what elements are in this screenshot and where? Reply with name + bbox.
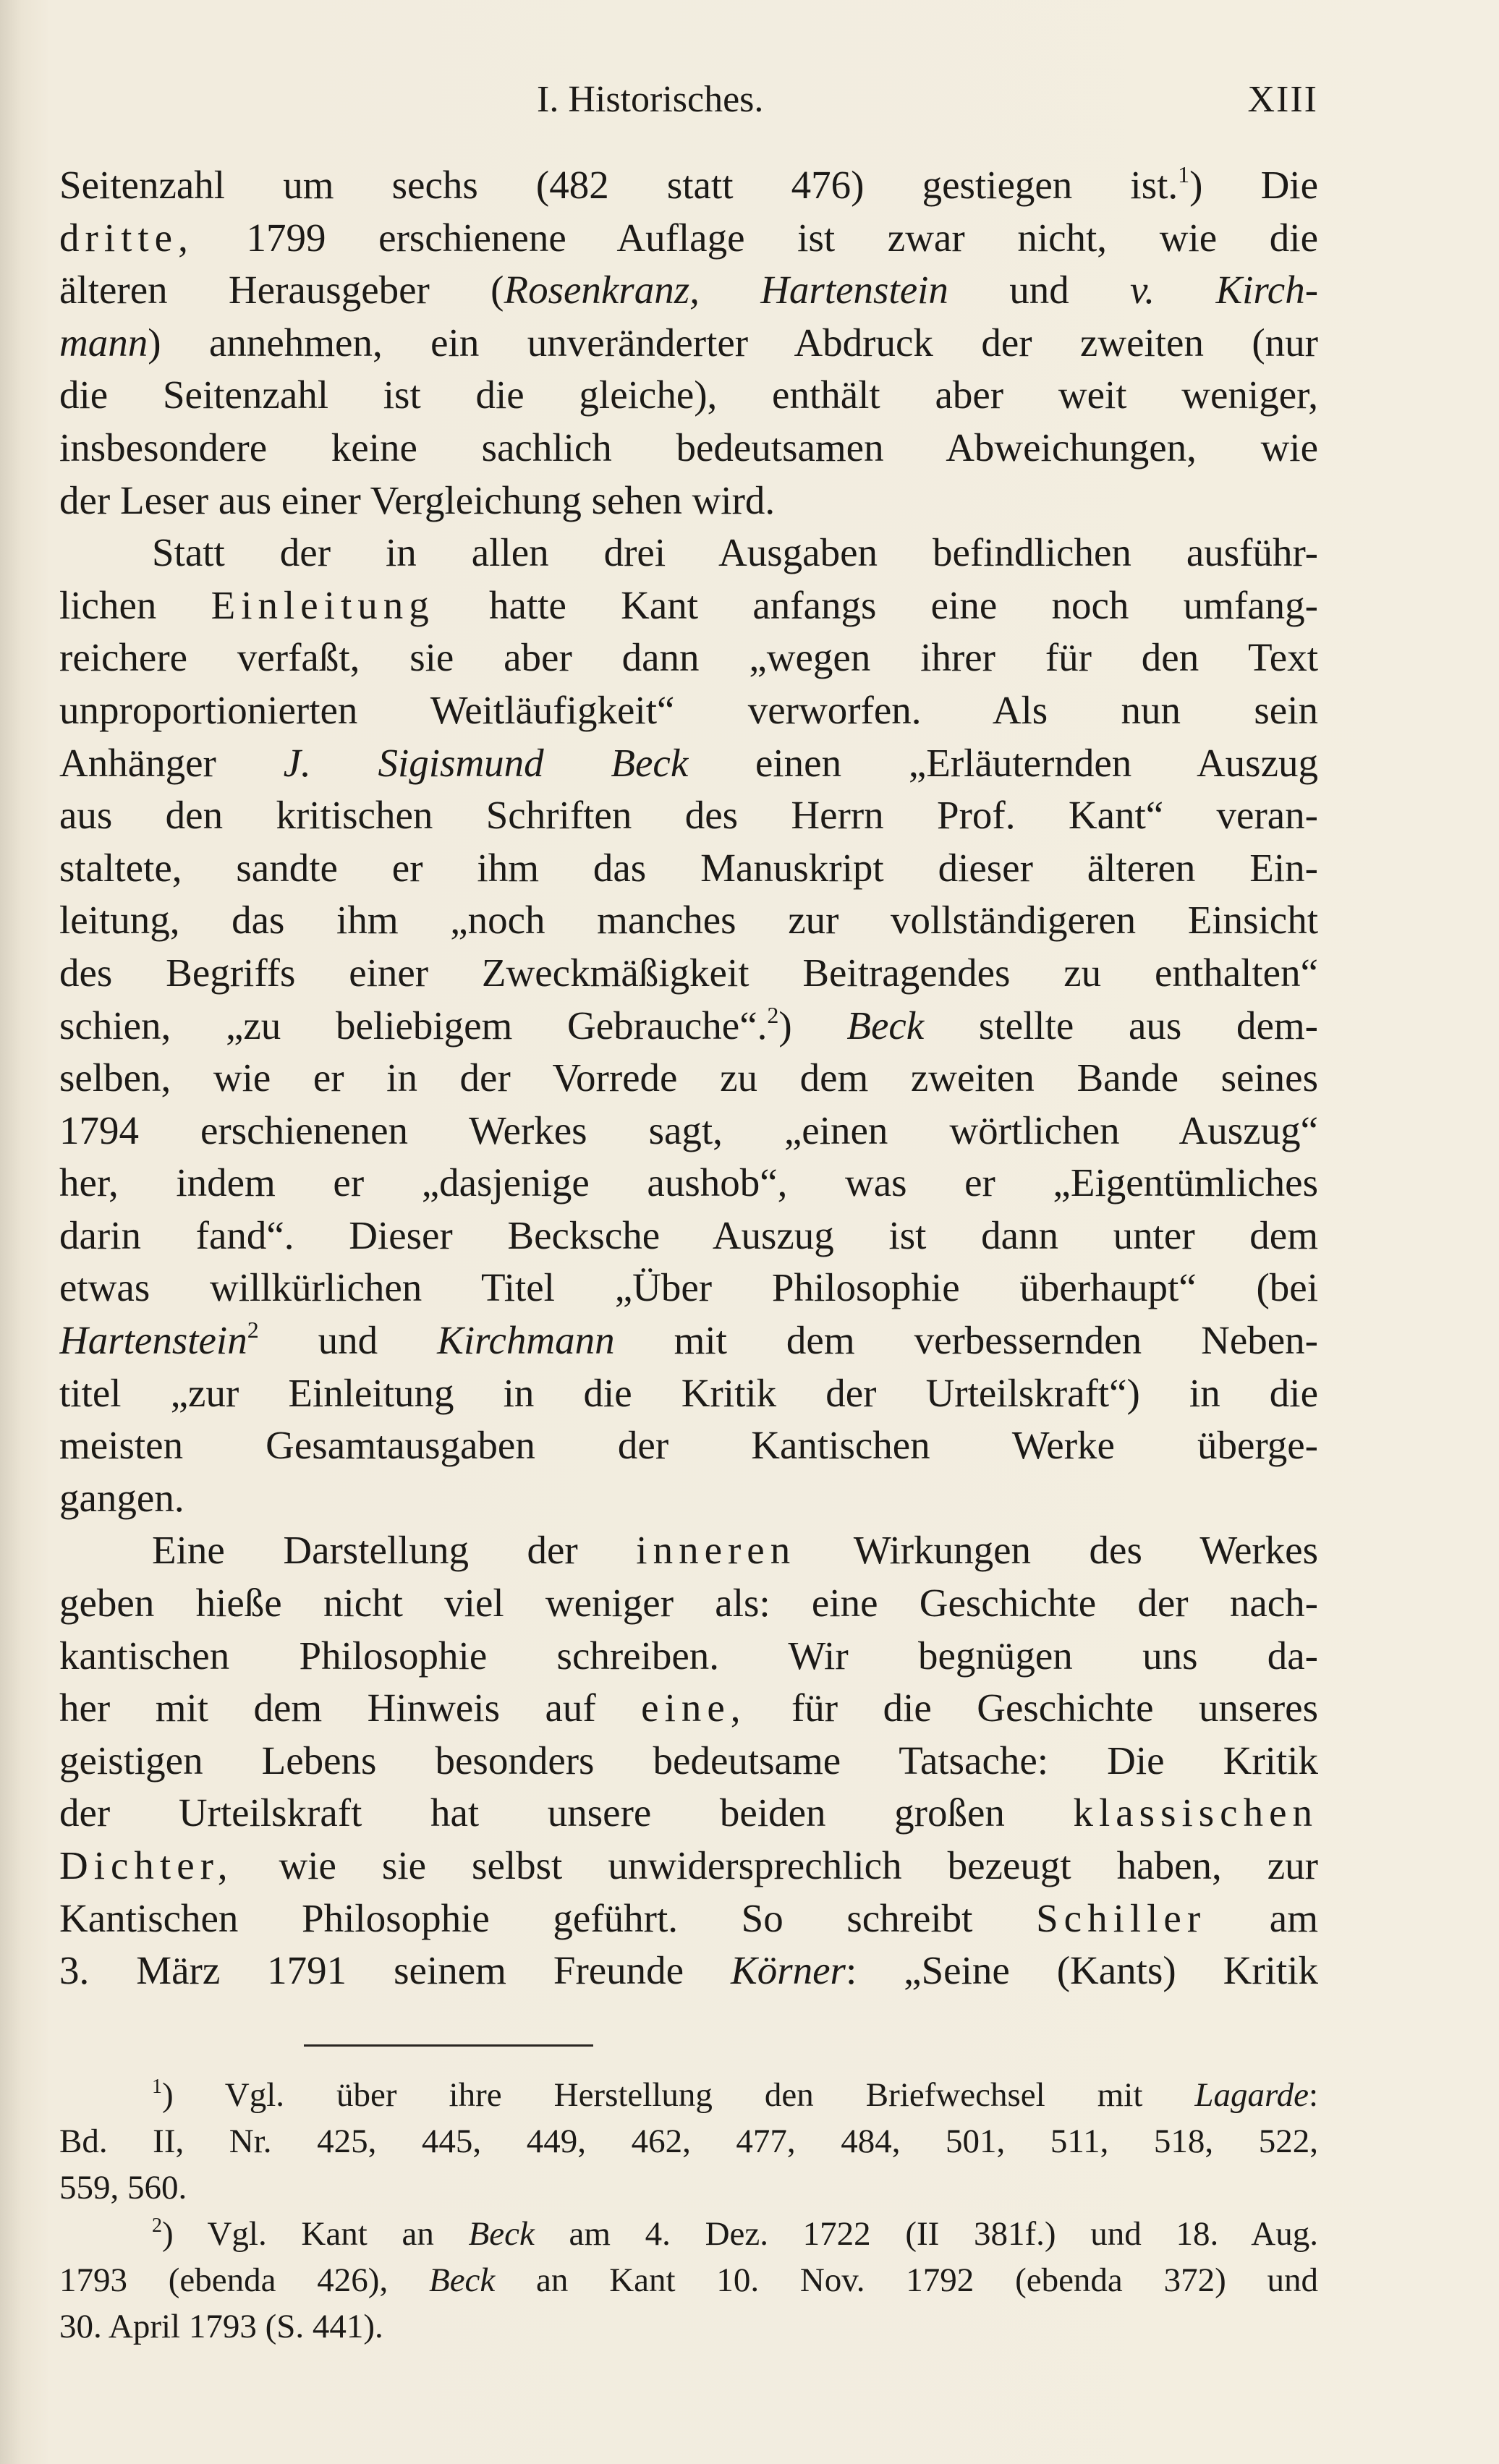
- text-line: schien, „zu beliebigem Gebrauche“.$^2$) Beck stellte aus dem-: [59, 1001, 1318, 1048]
- text-line: Statt der in allen drei Ausgaben befindlichen ausführ-: [152, 530, 1318, 575]
- footnote-line: 30. April 1793 (S. 441).: [59, 2308, 383, 2345]
- footnote-line: $^1$) Vgl. über ihre Herstellung den Briefwechsel mit Lagarde:: [152, 2076, 1318, 2114]
- text-line: insbesondere keine sachlich bedeutsamen Abweichungen, wie: [59, 425, 1318, 470]
- text-line: 3. März 1791 seinem Freunde Körner: „Seine (Kants) Kritik: [59, 1948, 1318, 1993]
- text-line: Eine Darstellung der inneren Wirkungen des Werkes: [152, 1528, 1318, 1573]
- text-line: mann) annehmen, ein unveränderter Abdruck der zweiten (nur: [59, 320, 1318, 365]
- text-line: selben, wie er in der Vorrede zu dem zweiten Bande seines: [59, 1055, 1318, 1100]
- text-line: dritte, 1799 erschienene Auflage ist zwar nicht, wie die: [59, 215, 1318, 260]
- text-line: gangen.: [59, 1475, 184, 1520]
- text-line: unproportionierten Weitläufigkeit“ verworfen. Als nun sein: [59, 687, 1318, 732]
- footnote-ref[interactable]: 2: [767, 1001, 779, 1028]
- footnote-ref[interactable]: 2: [247, 1317, 259, 1343]
- text-line: geben hieße nicht viel weniger als: eine Geschichte der nach-: [59, 1581, 1318, 1626]
- text-line: Dichter, wie sie selbst unwidersprechlich bezeugt haben, zur: [59, 1843, 1318, 1887]
- text-line: der Leser aus einer Vergleichung sehen wird.: [59, 477, 776, 522]
- footnote-line: 559, 560.: [59, 2169, 187, 2206]
- footnote-separator: [304, 2044, 593, 2047]
- page-number: XIII: [1247, 79, 1318, 120]
- text-line: reichere verfaßt, sie aber dann „wegen ihrer für den Text: [59, 635, 1318, 680]
- text-line: Anhänger J. Sigismund Beck einen „Erläuternden Auszug: [59, 740, 1318, 785]
- text-line: Kantischen Philosophie geführt. So schreibt Schiller am: [59, 1895, 1318, 1940]
- footnote-line: Bd. II, Nr. 425, 445, 449, 462, 477, 484, 501, 511, 518, 522,: [59, 2123, 1318, 2160]
- footnote-marker: 1: [152, 2076, 162, 2098]
- text-line: der Urteilskraft hat unsere beiden großen klassischen: [59, 1790, 1318, 1835]
- footnotes: [59, 2072, 1318, 2350]
- body-text: [59, 159, 1318, 1997]
- footnote-line: $^2$) Vgl. Kant an Beck am 4. Dez. 1722 (II 381f.) und 18. Aug.: [152, 2214, 1318, 2253]
- footnote-marker: 2: [152, 2214, 162, 2237]
- text-line: etwas willkürlichen Titel „Über Philosophie überhaupt“ (bei: [59, 1265, 1318, 1310]
- text-line: Seitenzahl um sechs (482 statt 476) gestiegen ist.$^1$) Die: [59, 161, 1318, 207]
- text-line: des Begriffs einer Zweckmäßigkeit Beitragendes zu enthalten“: [59, 950, 1318, 995]
- text-line: meisten Gesamtausgaben der Kantischen Werke überge-: [59, 1423, 1318, 1468]
- text-line: kantischen Philosophie schreiben. Wir begnügen uns da-: [59, 1633, 1318, 1678]
- text-line: staltete, sandte er ihm das Manuskript dieser älteren Ein-: [59, 845, 1318, 890]
- running-header: [59, 78, 1318, 143]
- running-title: I. Historisches.: [537, 79, 764, 120]
- text-line: aus den kritischen Schriften des Herrn Prof. Kant“ veran-: [59, 793, 1318, 838]
- text-line: die Seitenzahl ist die gleiche), enthält aber weit weniger,: [59, 373, 1318, 417]
- text-line: Hartenstein$^2$ und Kirchmann mit dem verbessernden Neben-: [59, 1317, 1318, 1363]
- footnote-line: 1793 (ebenda 426), Beck an Kant 10. Nov. 1792 (ebenda 372) und: [59, 2261, 1318, 2299]
- text-line: titel „zur Einleitung in die Kritik der Urteilskraft“) in die: [59, 1370, 1318, 1415]
- text-line: darin fand“. Dieser Becksche Auszug ist dann unter dem: [59, 1212, 1318, 1257]
- text-line: her, indem er „dasjenige aushob“, was er „Eigentümliches: [59, 1160, 1318, 1205]
- text-line: her mit dem Hinweis auf eine, für die Geschichte unseres: [59, 1686, 1318, 1730]
- footnote-ref[interactable]: 1: [1178, 161, 1190, 187]
- text-line: lichen Einleitung hatte Kant anfangs eine noch umfang-: [59, 582, 1318, 627]
- text-line: 1794 erschienenen Werkes sagt, „einen wörtlichen Auszug“: [59, 1108, 1318, 1152]
- text-line: leitung, das ihm „noch manches zur vollständigeren Einsicht: [59, 898, 1318, 943]
- text-line: geistigen Lebens besonders bedeutsame Tatsache: Die Kritik: [59, 1738, 1318, 1783]
- text-line: älteren Herausgeber (Rosenkranz, Hartenstein und v. Kirch-: [59, 268, 1318, 313]
